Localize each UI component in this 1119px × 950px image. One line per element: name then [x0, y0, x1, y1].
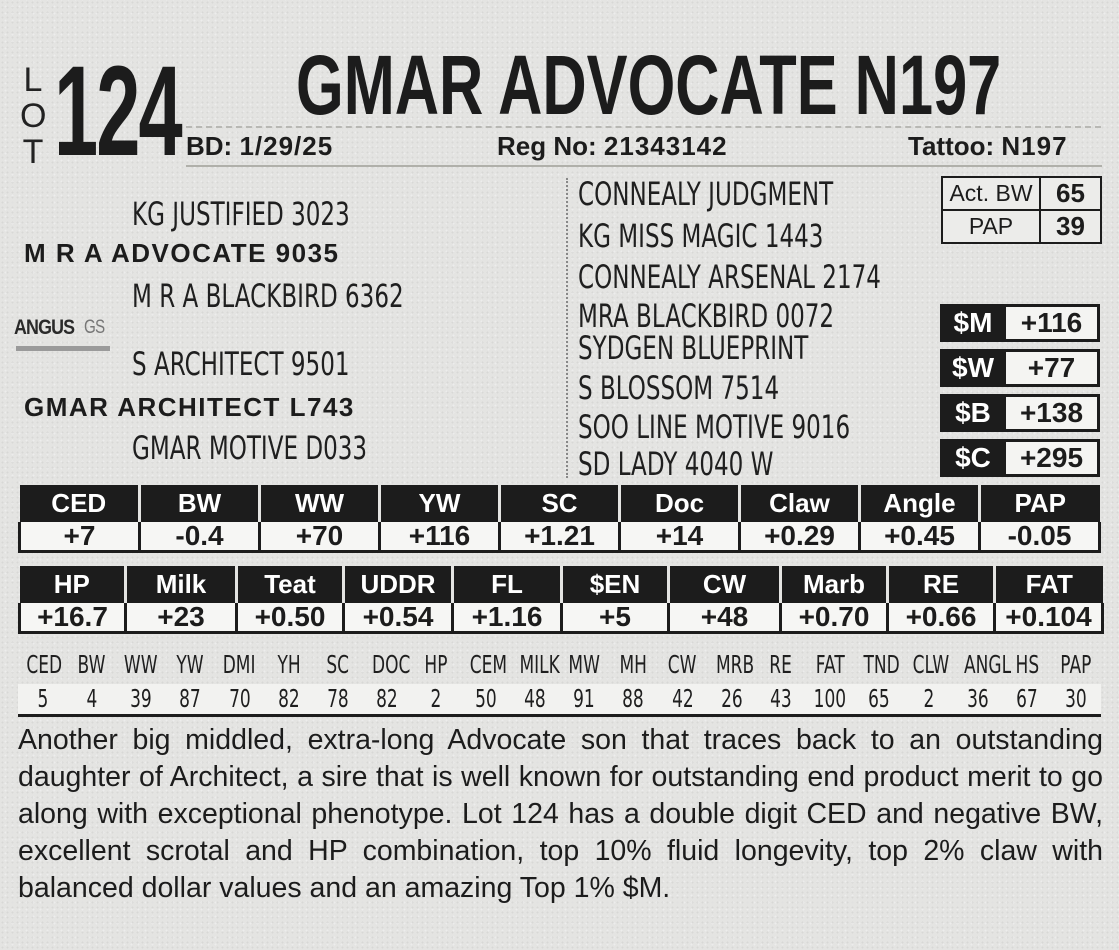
logo-word: ANGUS [14, 316, 75, 339]
epd-value: +1.21 [500, 522, 620, 552]
dollar-index-value: +116 [1006, 304, 1100, 342]
percentile-value-text: 88 [622, 684, 645, 713]
percentile-value [707, 684, 756, 714]
epd-table-2 [18, 566, 1104, 634]
epd-value: +1.16 [453, 603, 562, 633]
epd-value: +0.104 [995, 603, 1103, 633]
percentile-value [953, 684, 1002, 714]
lot-description: Another big middled, extra-long Advocate son that traces back to an outstanding daughter of Architect, a sire that is well known for outstanding end product merit to go along with exceptional phenotype. Lot 124 has a double digit CED and negative BW, excellent scrotal and HP combination, top 10% fluid longevity, top 2% claw with balanced dollar values and an amazing Top 1% $M. [18, 724, 1103, 904]
lot-label [20, 62, 46, 170]
lot-number: 124 [54, 40, 181, 183]
percentile-value [116, 684, 165, 714]
pedigree-ancestor: SYDGEN BLUEPRINT [578, 329, 809, 367]
percentile-value-text: 42 [671, 684, 694, 713]
percentile-label [67, 646, 116, 684]
pedigree-ancestor: S BLOSSOM 7514 [578, 369, 780, 407]
animal-name: GMAR ADVOCATE N197 [296, 38, 1002, 132]
epd-label: BW [140, 485, 260, 522]
percentile-label-text: MILK [519, 650, 560, 679]
percentile-value-text: 50 [474, 684, 497, 713]
percentile-label-text: MW [568, 650, 600, 679]
percentile-value [1052, 684, 1101, 714]
pedigree-dam-sire: S ARCHITECT 9501 [132, 345, 350, 383]
percentile-label [806, 646, 855, 684]
pedigree-ancestor: CONNEALY JUDGMENT [578, 175, 834, 213]
dollar-index-row [940, 349, 1100, 387]
percentile-value-text: 43 [770, 684, 792, 713]
percentile-value [904, 684, 953, 714]
percentile-value-text: 26 [720, 684, 743, 713]
epd-label: YW [380, 485, 500, 522]
percentile-label [510, 646, 559, 684]
dollar-index-row [940, 439, 1100, 477]
percentile-value [510, 684, 559, 714]
percentile-label [855, 646, 904, 684]
pedigree-separator [566, 178, 568, 478]
epd-value-row [20, 603, 1103, 633]
percentile-label-text: CW [668, 650, 697, 679]
percentile-label-text: DOC [371, 650, 410, 679]
dollar-index-value: +295 [1006, 439, 1100, 477]
percentile-value [67, 684, 116, 714]
birth-date [186, 130, 333, 162]
logo-suffix: GS [84, 317, 105, 338]
percentile-label [609, 646, 658, 684]
percentile-value-text: 100 [813, 684, 847, 713]
pedigree-dam: GMAR ARCHITECT L743 [24, 392, 355, 422]
epd-label: HP [20, 566, 126, 603]
logo-underbar [16, 346, 110, 351]
percentile-value [559, 684, 608, 714]
percentile-value [363, 684, 412, 714]
measure-label: PAP [942, 210, 1040, 243]
birth-date-label: BD: [186, 131, 233, 161]
percentile-label [116, 646, 165, 684]
percentile-value-text: 5 [37, 684, 49, 713]
pedigree-ancestor: SD LADY 4040 W [578, 445, 774, 483]
percentile-label [363, 646, 412, 684]
epd-label: Angle [860, 485, 980, 522]
percentile-label-text: CEM [469, 650, 508, 679]
percentile-label-text: TND [863, 650, 900, 679]
percentile-label-text: SC [326, 650, 350, 679]
percentile-label [461, 646, 510, 684]
epd-value: -0.05 [980, 522, 1100, 552]
percentile-label-text: WW [124, 650, 158, 679]
lot-letter: T [22, 133, 44, 171]
percentile-value [756, 684, 805, 714]
percentile-label-row [18, 646, 1101, 684]
pedigree-dam-dam: GMAR MOTIVE D033 [132, 429, 368, 467]
percentile-label-text: HP [424, 650, 448, 679]
percentile-label-text: FAT [815, 650, 845, 679]
epd-label: FAT [995, 566, 1103, 603]
percentile-label-text: CLW [912, 650, 950, 679]
measure-row [942, 177, 1101, 210]
birth-date-value: 1/29/25 [239, 131, 334, 161]
epd-value: +16.7 [20, 603, 126, 633]
percentile-label-text: YW [176, 650, 204, 679]
percentile-label [756, 646, 805, 684]
epd-value: +0.66 [888, 603, 995, 633]
pedigree-sire-sire: KG JUSTIFIED 3023 [132, 195, 350, 233]
percentile-label [953, 646, 1012, 684]
percentile-label [412, 646, 461, 684]
epd-label: FL [453, 566, 562, 603]
epd-value: +0.54 [344, 603, 453, 633]
percentile-value [609, 684, 658, 714]
percentile-label [264, 646, 313, 684]
epd-label: UDDR [344, 566, 453, 603]
percentile-value-text: 39 [130, 684, 152, 713]
epd-value: +0.50 [237, 603, 344, 633]
percentile-label-text: HS [1015, 650, 1039, 679]
actual-measures-box [941, 176, 1102, 244]
epd-value: +0.70 [781, 603, 888, 633]
registration-number [497, 130, 728, 162]
epd-label: WW [260, 485, 380, 522]
pedigree-sire: M R A ADVOCATE 9035 [24, 238, 340, 268]
epd-value: -0.4 [140, 522, 260, 552]
pedigree-ancestor: CONNEALY ARSENAL 2174 [578, 258, 881, 296]
dollar-index-label: $W [940, 349, 1006, 387]
epd-label: PAP [980, 485, 1100, 522]
percentile-value [166, 684, 215, 714]
epd-value: +48 [669, 603, 781, 633]
percentile-label [166, 646, 215, 684]
percentile-label [707, 646, 756, 684]
percentile-value [412, 684, 461, 714]
percentile-label [904, 646, 953, 684]
epd-label: CW [669, 566, 781, 603]
measure-label: Act. BW [942, 177, 1040, 210]
dollar-index-row [940, 304, 1100, 342]
epd-value: +116 [380, 522, 500, 552]
percentile-value-text: 2 [430, 684, 442, 713]
percentile-value [658, 684, 707, 714]
percentile-label-text: BW [77, 650, 106, 679]
percentile-label [18, 646, 67, 684]
info-divider [186, 165, 1102, 167]
percentile-label-text: CED [26, 650, 63, 679]
percentile-value-text: 65 [868, 684, 891, 713]
epd-value: +0.45 [860, 522, 980, 552]
epd-value: +5 [562, 603, 669, 633]
dollar-index-value: +138 [1006, 394, 1100, 432]
tattoo [908, 130, 1068, 162]
dollar-index-row [940, 394, 1100, 432]
percentile-label-text: ANGL [964, 650, 1012, 679]
percentile-value [313, 684, 362, 714]
epd-value: +23 [126, 603, 237, 633]
epd-label: Marb [781, 566, 888, 603]
pedigree-sire-dam: M R A BLACKBIRD 6362 [132, 277, 404, 315]
percentile-value [855, 684, 904, 714]
percentile-label [559, 646, 608, 684]
percentile-value-text: 48 [523, 684, 546, 713]
percentile-value-row [18, 684, 1101, 714]
percentile-value-text: 91 [573, 684, 595, 713]
epd-header-row [20, 566, 1103, 603]
dollar-index-label: $C [940, 439, 1006, 477]
epd-value: +0.29 [740, 522, 860, 552]
measure-value: 65 [1040, 177, 1101, 210]
epd-label: Teat [237, 566, 344, 603]
epd-label: Doc [620, 485, 740, 522]
percentile-label [313, 646, 362, 684]
percentile-label-text: MH [619, 650, 647, 679]
pedigree-ancestor: KG MISS MAGIC 1443 [578, 217, 824, 255]
lot-letter: L [23, 61, 43, 99]
percentile-label-text: MRB [716, 650, 755, 679]
percentile-value [1002, 684, 1051, 714]
percentile-value-text: 30 [1065, 684, 1088, 713]
measure-value: 39 [1040, 210, 1101, 243]
percentile-value [806, 684, 855, 714]
animal-info-line [186, 130, 1099, 162]
epd-label: $EN [562, 566, 669, 603]
percentile-value-text: 67 [1016, 684, 1038, 713]
percentile-label-text: RE [769, 650, 793, 679]
epd-label: SC [500, 485, 620, 522]
epd-label: Milk [126, 566, 237, 603]
angus-gs-logo [14, 316, 114, 356]
epd-header-row [20, 485, 1100, 522]
percentile-value-text: 4 [86, 684, 98, 713]
percentile-value-text: 70 [228, 684, 251, 713]
epd-label: Claw [740, 485, 860, 522]
percentile-label [1052, 646, 1101, 684]
percentile-value-text: 87 [179, 684, 202, 713]
percentile-value-text: 82 [277, 684, 300, 713]
percentile-value-text: 2 [923, 684, 934, 713]
pedigree-ancestor: SOO LINE MOTIVE 9016 [578, 408, 851, 446]
percentile-value [215, 684, 264, 714]
percentile-label [658, 646, 707, 684]
dollar-index-label: $M [940, 304, 1006, 342]
percentile-value [264, 684, 313, 714]
percentile-value-text: 78 [327, 684, 349, 713]
epd-label: RE [888, 566, 995, 603]
percentile-value-text: 82 [376, 684, 398, 713]
percentile-label [215, 646, 264, 684]
lot-letter: O [20, 97, 47, 135]
epd-value: +7 [20, 522, 140, 552]
tattoo-value: N197 [1001, 131, 1068, 161]
epd-value-row [20, 522, 1100, 552]
epd-value: +14 [620, 522, 740, 552]
epd-table-1 [18, 485, 1101, 553]
percentile-label-text: PAP [1060, 650, 1092, 679]
measure-row [942, 210, 1101, 243]
percentile-value [461, 684, 510, 714]
percentile-value-text: 36 [966, 684, 989, 713]
percentile-value [18, 684, 67, 714]
percentile-ranks [18, 646, 1101, 714]
dollar-index-value: +77 [1006, 349, 1100, 387]
pedigree-ancestor: MRA BLACKBIRD 0072 [578, 297, 835, 335]
percentile-label-text: YH [277, 650, 301, 679]
percentile-label-text: DMI [223, 650, 256, 679]
registration-value: 21343142 [603, 131, 728, 161]
epd-value: +70 [260, 522, 380, 552]
header-divider [186, 126, 1101, 128]
dollar-index-label: $B [940, 394, 1006, 432]
epd-label: CED [20, 485, 140, 522]
tattoo-label: Tattoo: [908, 131, 995, 161]
percentile-divider [18, 714, 1101, 717]
registration-label: Reg No: [497, 131, 597, 161]
